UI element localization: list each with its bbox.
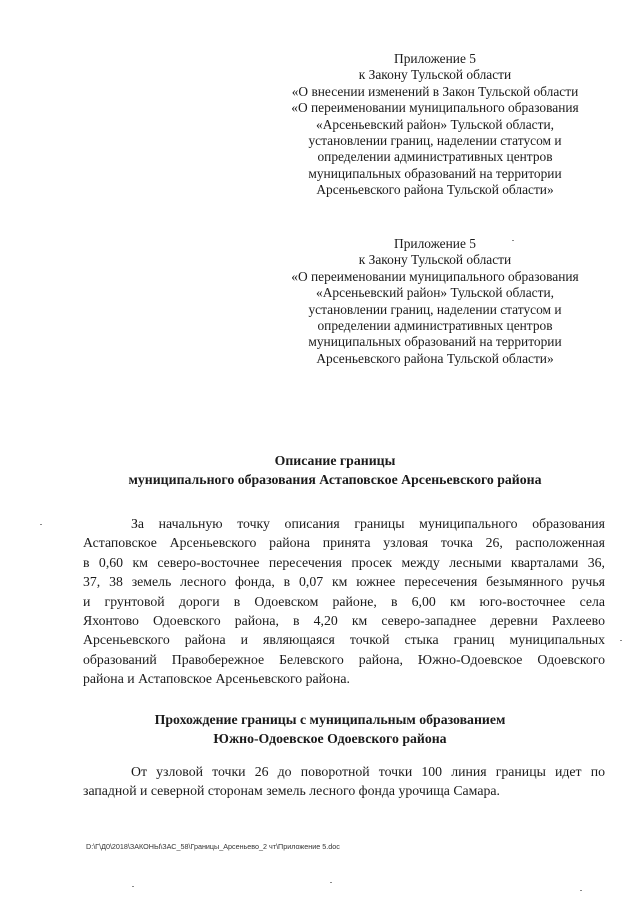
paragraph-line: 37, 38 земель лесного фонда, в 0,07 км южнее пересечения безымянного ручья — [83, 574, 605, 590]
scan-speck — [40, 524, 42, 525]
appendix-line: установлении границ, наделении статусом и — [308, 301, 562, 317]
appendix-line: муниципальных образований на территории — [308, 334, 562, 350]
appendix-line: установлении границ, наделении статусом и — [308, 133, 562, 149]
boundary-start-paragraph — [83, 514, 605, 689]
subsection-title-line: Прохождение границы с муниципальным образованием — [154, 712, 506, 727]
scan-speck — [330, 882, 332, 883]
paragraph-line: и грунтовой дороги в Одоевском районе, в 6,00 км юго-восточнее села — [83, 593, 605, 609]
appendix-line: определении административных центров — [317, 149, 553, 165]
appendix-line: «О переименовании муниципального образования — [291, 268, 579, 284]
file-path-footer: D:\Г\Д0\2018\ЗАКОНЫ\ЗАС_58\Границы_Арсеньево_2 чт\Приложение 5.doc — [86, 842, 340, 851]
paragraph-line: За начальную точку описания границы муниципального образования — [131, 516, 605, 531]
scan-speck — [512, 240, 514, 241]
appendix-line: «О переименовании муниципального образования — [291, 100, 579, 116]
paragraph-line: Астаповское Арсеньевского района принята узловая точка 26, расположенная — [83, 535, 605, 551]
appendix-line: «О внесении изменений в Закон Тульской области — [291, 83, 579, 99]
subsection-title — [40, 710, 620, 748]
appendix-line: Арсеньевского района Тульской области» — [316, 350, 554, 366]
section-title — [45, 451, 625, 489]
scan-speck — [132, 886, 134, 887]
appendix-line: к Закону Тульской области — [358, 67, 512, 83]
subsection-title-line: Южно-Одоевское Одоевского района — [213, 731, 447, 746]
appendix-line: «Арсеньевский район» Тульской области, — [316, 285, 554, 301]
paragraph-line: образований Правобережное Белевского района, Южно-Одоевское Одоевского — [83, 651, 605, 667]
appendix-line: Приложение 5 — [394, 51, 476, 66]
appendix-line: «Арсеньевский район» Тульской области, — [316, 116, 554, 132]
appendix-line: к Закону Тульской области — [358, 252, 512, 268]
paragraph-line: западной и северной сторонам земель лесного фонда урочища Самара. — [83, 783, 500, 799]
paragraph-line: в 0,60 км северо-восточнее пересечения просек между лесными кварталами 36, — [83, 554, 605, 570]
paragraph-line: Арсеньевского района и являющаяся точкой стыка границ муниципальных — [83, 632, 605, 648]
paragraph-line: Яхонтово Одоевского района, в 4,20 км северо-западнее деревни Рахлеево — [83, 613, 605, 629]
scan-speck — [580, 890, 582, 891]
paragraph-line: От узловой точки 26 до поворотной точки 100 линия границы идет по — [131, 764, 605, 779]
appendix-line: определении административных центров — [317, 318, 553, 334]
section-title-line: муниципального образования Астаповское Арсеньевского района — [128, 472, 542, 487]
section-title-line: Описание границы — [274, 453, 396, 468]
appendix-line: муниципальных образований на территории — [308, 165, 562, 181]
appendix-header-amending — [255, 51, 615, 199]
appendix-line: Арсеньевского района Тульской области» — [316, 182, 554, 198]
paragraph-line: района и Астаповское Арсеньевского района. — [83, 671, 350, 687]
appendix-header-original — [255, 236, 615, 367]
appendix-line: Приложение 5 — [394, 236, 476, 251]
boundary-segment-paragraph — [83, 762, 605, 801]
scan-speck — [620, 640, 622, 641]
